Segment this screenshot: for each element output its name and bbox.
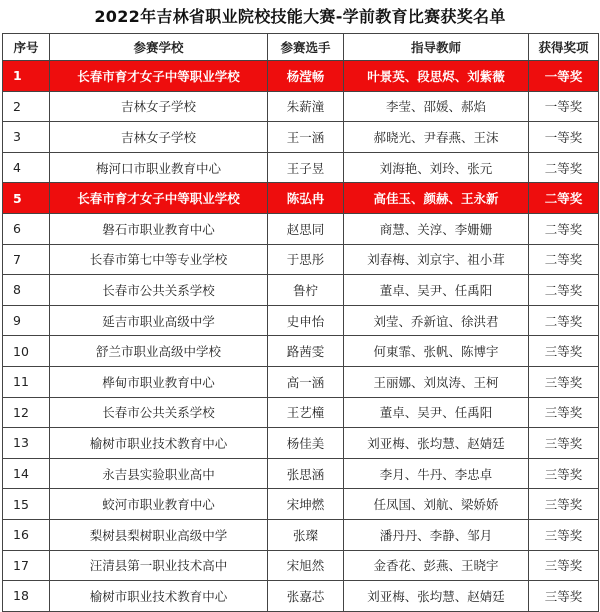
- cell-school: 汪清县第一职业技术高中: [50, 550, 268, 581]
- cell-school: 延吉市职业高级中学: [50, 305, 268, 336]
- cell-number: 3: [3, 122, 50, 153]
- cell-teachers: 任凤国、刘航、梁娇娇: [344, 489, 529, 520]
- cell-award: 三等奖: [529, 581, 599, 612]
- table-row: [3, 458, 599, 489]
- cell-teachers: 刘海艳、刘玲、张元: [344, 152, 529, 183]
- cell-number: 16: [3, 519, 50, 550]
- cell-award: 一等奖: [529, 61, 599, 92]
- table-row: [3, 336, 599, 367]
- cell-school: 长春市公共关系学校: [50, 397, 268, 428]
- table-row: [3, 489, 599, 520]
- cell-school: 舒兰市职业高级中学校: [50, 336, 268, 367]
- cell-student: 王艺橦: [268, 397, 344, 428]
- cell-school: 永吉县实验职业高中: [50, 458, 268, 489]
- cell-number: 10: [3, 336, 50, 367]
- cell-school: 榆树市职业技术教育中心: [50, 581, 268, 612]
- cell-teachers: 叶景英、段思烬、刘紫薇: [344, 61, 529, 92]
- cell-school: 桦甸市职业教育中心: [50, 366, 268, 397]
- cell-school: 梨树县梨树职业高级中学: [50, 519, 268, 550]
- cell-award: 三等奖: [529, 336, 599, 367]
- cell-teachers: 金香花、彭燕、王晓宇: [344, 550, 529, 581]
- cell-student: 朱薪潼: [268, 91, 344, 122]
- header-student: 参赛选手: [268, 34, 344, 61]
- cell-student: 张嘉芯: [268, 581, 344, 612]
- header-number: 序号: [3, 34, 50, 61]
- cell-teachers: 刘莹、乔新谊、徐洪君: [344, 305, 529, 336]
- cell-number: 12: [3, 397, 50, 428]
- cell-teachers: 潘丹丹、李静、邹月: [344, 519, 529, 550]
- cell-award: 一等奖: [529, 91, 599, 122]
- cell-teachers: 刘春梅、刘京宇、祖小茸: [344, 244, 529, 275]
- cell-award: 二等奖: [529, 213, 599, 244]
- cell-student: 于思彤: [268, 244, 344, 275]
- cell-award: 三等奖: [529, 489, 599, 520]
- table-row: [3, 61, 599, 92]
- cell-number: 7: [3, 244, 50, 275]
- award-table: [2, 33, 599, 612]
- cell-number: 15: [3, 489, 50, 520]
- cell-number: 9: [3, 305, 50, 336]
- cell-teachers: 何東霏、张帆、陈博宇: [344, 336, 529, 367]
- cell-number: 5: [3, 183, 50, 214]
- cell-school: 梅河口市职业教育中心: [50, 152, 268, 183]
- cell-number: 8: [3, 275, 50, 306]
- cell-award: 二等奖: [529, 244, 599, 275]
- cell-number: 1: [3, 61, 50, 92]
- cell-teachers: 董卓、吴尹、任禹阳: [344, 397, 529, 428]
- cell-number: 6: [3, 213, 50, 244]
- table-row: [3, 428, 599, 459]
- cell-school: 长春市育才女子中等职业学校: [50, 183, 268, 214]
- table-row: [3, 305, 599, 336]
- cell-student: 宋旭然: [268, 550, 344, 581]
- cell-award: 三等奖: [529, 550, 599, 581]
- cell-student: 赵思同: [268, 213, 344, 244]
- table-header-row: [3, 34, 599, 61]
- cell-teachers: 商慧、关淳、李姗姗: [344, 213, 529, 244]
- cell-teachers: 刘亚梅、张均慧、赵婧廷: [344, 581, 529, 612]
- cell-teachers: 郝晓光、尹春燕、王沫: [344, 122, 529, 153]
- cell-teachers: 高佳玉、颜赫、王永新: [344, 183, 529, 214]
- table-row: [3, 397, 599, 428]
- table-row: [3, 244, 599, 275]
- table-row: [3, 122, 599, 153]
- cell-number: 11: [3, 366, 50, 397]
- cell-student: 路茜雯: [268, 336, 344, 367]
- cell-award: 三等奖: [529, 397, 599, 428]
- cell-student: 高一涵: [268, 366, 344, 397]
- cell-number: 14: [3, 458, 50, 489]
- cell-award: 三等奖: [529, 519, 599, 550]
- cell-number: 13: [3, 428, 50, 459]
- cell-number: 18: [3, 581, 50, 612]
- cell-award: 二等奖: [529, 152, 599, 183]
- cell-award: 三等奖: [529, 366, 599, 397]
- table-row: [3, 581, 599, 612]
- table-row: [3, 91, 599, 122]
- header-teachers: 指导教师: [344, 34, 529, 61]
- table-row: [3, 550, 599, 581]
- cell-award: 二等奖: [529, 305, 599, 336]
- header-school: 参赛学校: [50, 34, 268, 61]
- table-row: [3, 183, 599, 214]
- cell-school: 长春市育才女子中等职业学校: [50, 61, 268, 92]
- cell-award: 一等奖: [529, 122, 599, 153]
- cell-number: 17: [3, 550, 50, 581]
- cell-award: 三等奖: [529, 458, 599, 489]
- cell-student: 宋坤燃: [268, 489, 344, 520]
- cell-award: 二等奖: [529, 183, 599, 214]
- cell-school: 吉林女子学校: [50, 91, 268, 122]
- cell-student: 张思涵: [268, 458, 344, 489]
- cell-teachers: 王丽娜、刘岚涛、王柯: [344, 366, 529, 397]
- cell-school: 榆树市职业技术教育中心: [50, 428, 268, 459]
- table-row: [3, 519, 599, 550]
- table-row: [3, 213, 599, 244]
- cell-student: 鲁柠: [268, 275, 344, 306]
- cell-school: 长春市公共关系学校: [50, 275, 268, 306]
- cell-school: 磐石市职业教育中心: [50, 213, 268, 244]
- cell-teachers: 刘亚梅、张均慧、赵婧廷: [344, 428, 529, 459]
- table-row: [3, 275, 599, 306]
- cell-student: 杨佳美: [268, 428, 344, 459]
- cell-number: 4: [3, 152, 50, 183]
- header-award: 获得奖项: [529, 34, 599, 61]
- cell-student: 史申怡: [268, 305, 344, 336]
- page-title: 2022年吉林省职业院校技能大赛-学前教育比赛获奖名单: [94, 7, 506, 26]
- cell-student: 王一涵: [268, 122, 344, 153]
- cell-teachers: 李莹、邵媛、郝焰: [344, 91, 529, 122]
- cell-award: 二等奖: [529, 275, 599, 306]
- cell-school: 吉林女子学校: [50, 122, 268, 153]
- cell-school: 蛟河市职业教育中心: [50, 489, 268, 520]
- cell-teachers: 董卓、吴尹、任禹阳: [344, 275, 529, 306]
- cell-student: 陈弘冉: [268, 183, 344, 214]
- cell-student: 王子昱: [268, 152, 344, 183]
- cell-award: 三等奖: [529, 428, 599, 459]
- table-row: [3, 152, 599, 183]
- cell-student: 杨滢畅: [268, 61, 344, 92]
- table-row: [3, 366, 599, 397]
- cell-number: 2: [3, 91, 50, 122]
- cell-teachers: 李月、牛丹、李忠卓: [344, 458, 529, 489]
- cell-student: 张璨: [268, 519, 344, 550]
- cell-school: 长春市第七中等专业学校: [50, 244, 268, 275]
